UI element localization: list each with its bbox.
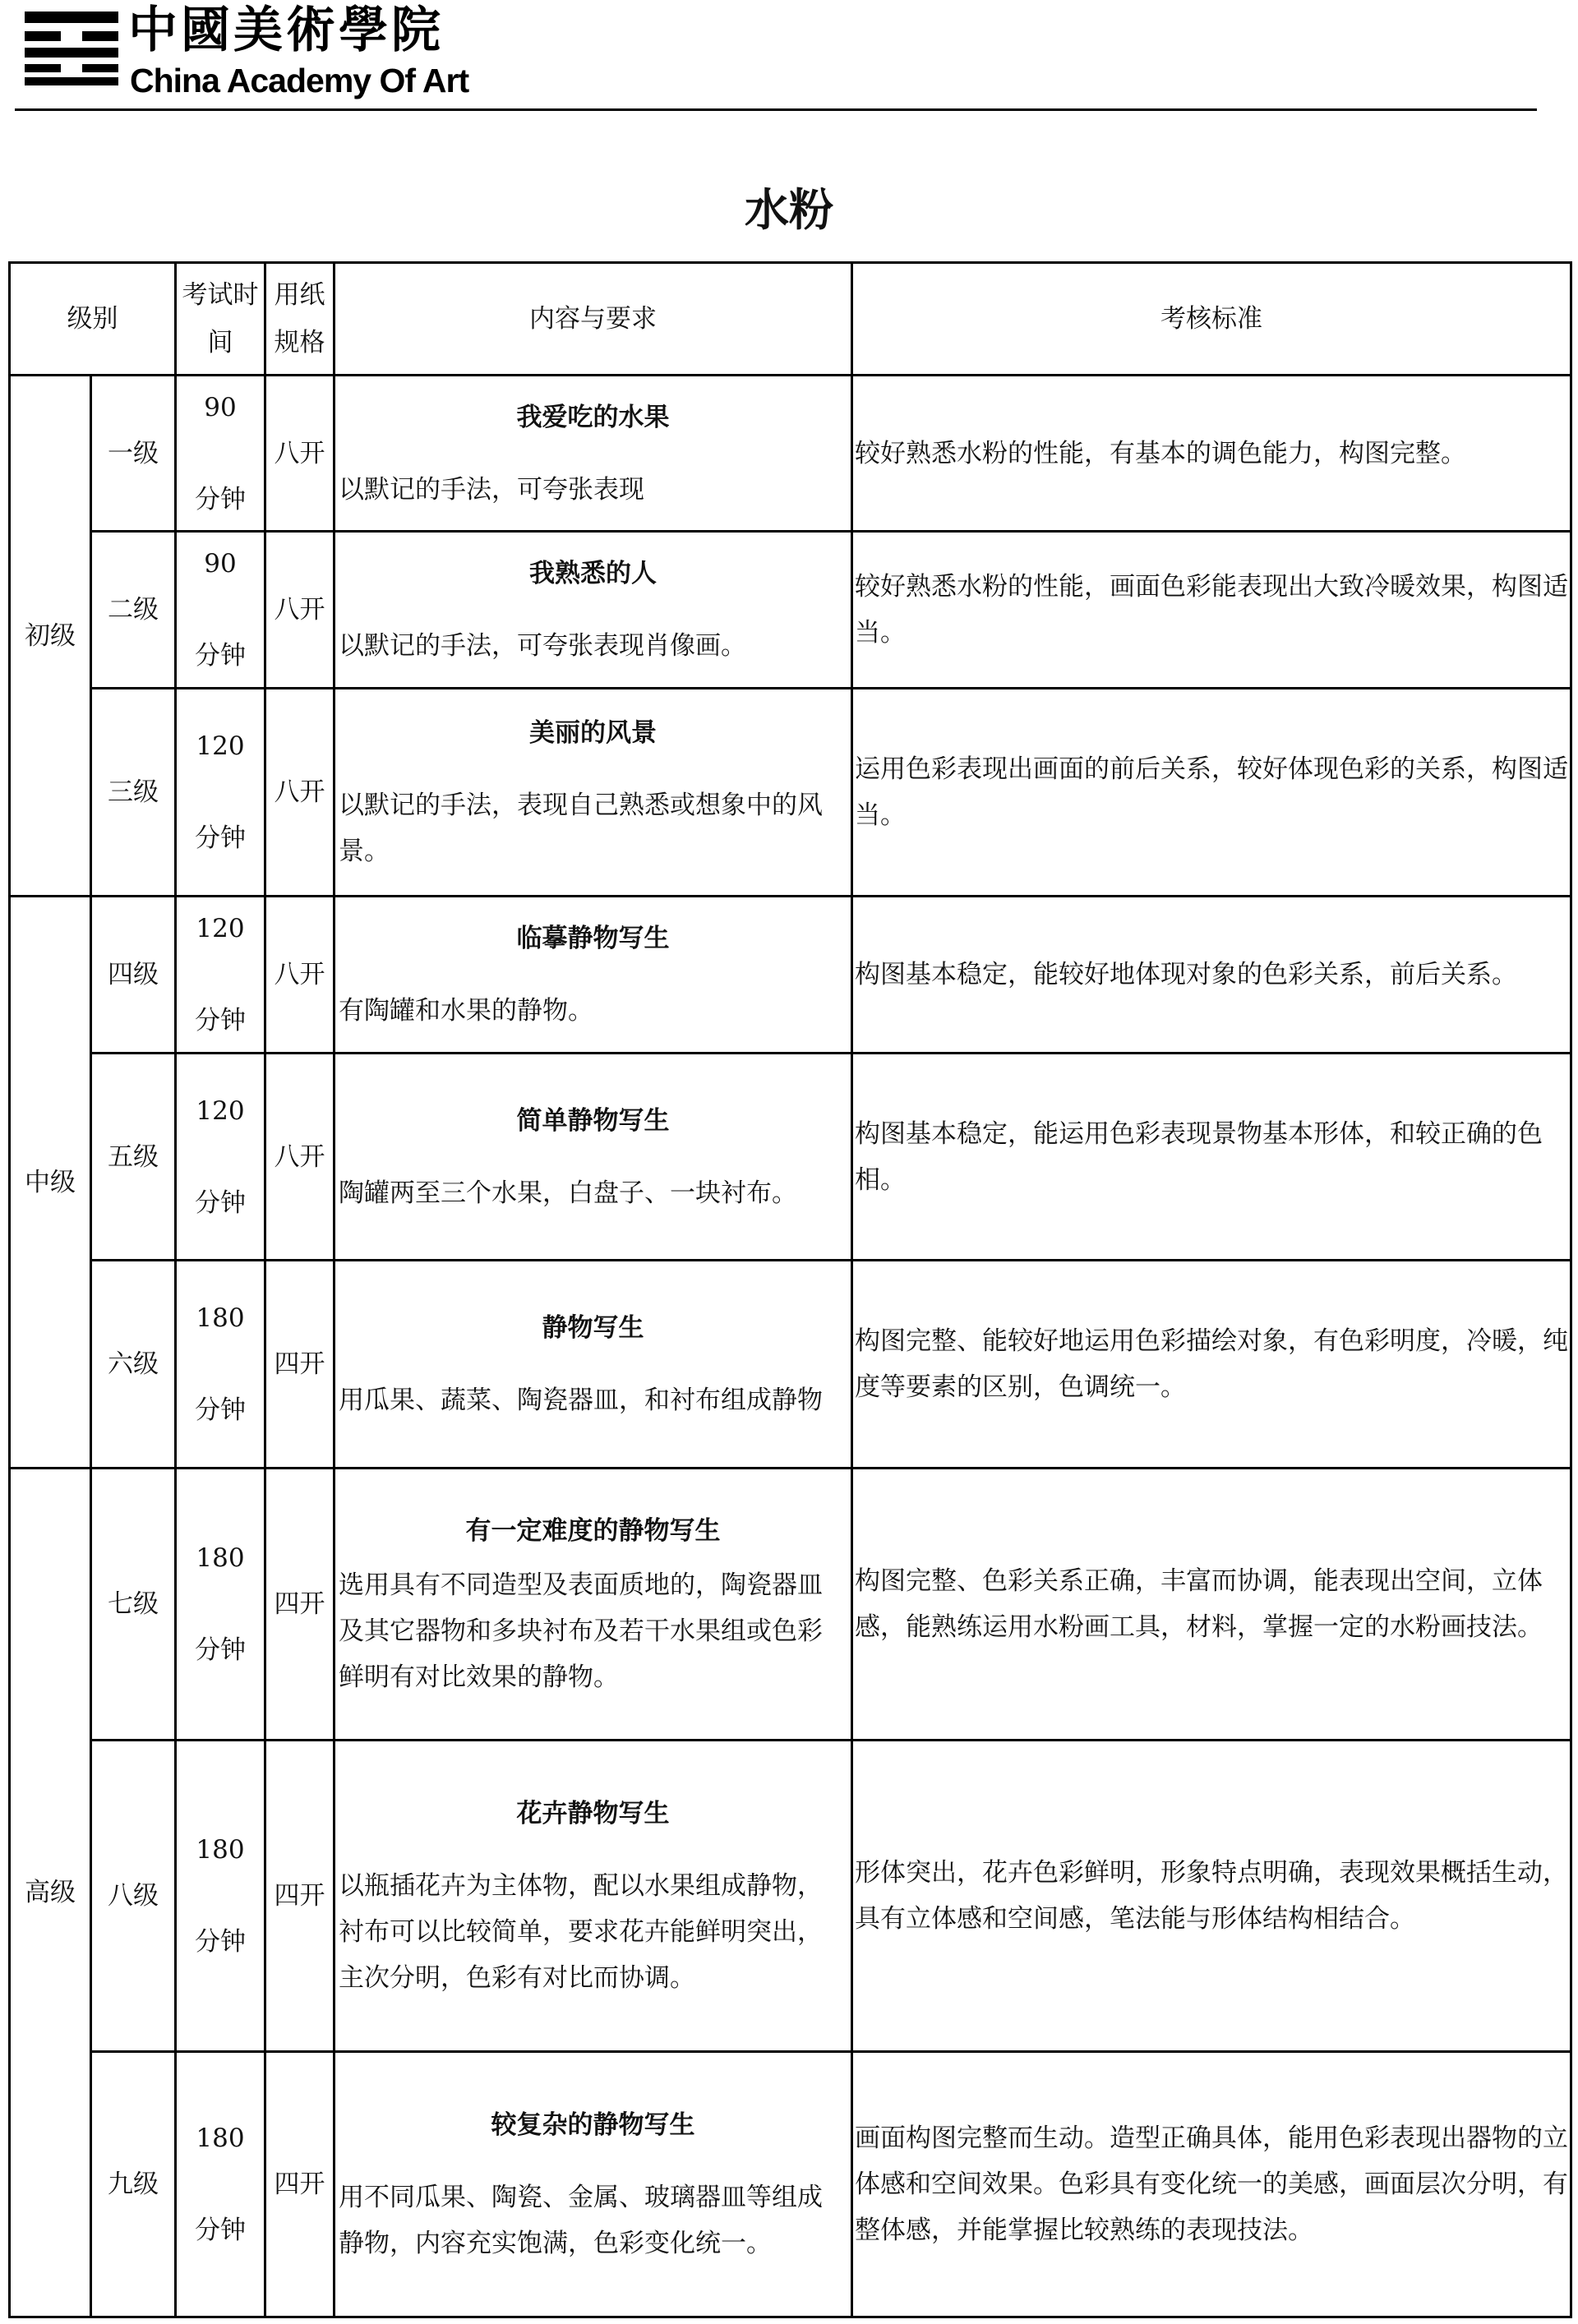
grade-cell: 八级 bbox=[91, 1741, 176, 2052]
standard-cell: 构图基本稳定，能较好地体现对象的色彩关系，前后关系。 bbox=[852, 897, 1571, 1054]
paper-cell: 八开 bbox=[265, 689, 335, 897]
logo-english-name: China Academy Of Art bbox=[130, 62, 469, 99]
table-row bbox=[10, 2052, 1571, 2317]
time-unit: 分钟 bbox=[195, 641, 246, 671]
standard-cell: 较好熟悉水粉的性能，画面色彩能表现出大致冷暖效果，构图适当。 bbox=[852, 532, 1571, 689]
standard-cell: 构图完整、能较好地运用色彩描绘对象，有色彩明度，冷暖，纯度等要素的区别，色调统一。 bbox=[852, 1261, 1571, 1469]
group-name: 中级 bbox=[25, 1167, 76, 1197]
table-row bbox=[10, 1469, 1571, 1741]
table-row bbox=[10, 1261, 1571, 1469]
content-title: 我熟悉的人 bbox=[529, 559, 657, 588]
table-header-row bbox=[10, 263, 1571, 376]
time-value: 120 bbox=[196, 1095, 245, 1126]
content-requirement: 选用具有不同造型及表面质地的，陶瓷器皿及其它器物和多块衬布及若干水果组或色彩鲜明有对比效果的静物。 bbox=[339, 1570, 823, 1692]
paper-cell: 八开 bbox=[265, 1054, 335, 1261]
header-divider bbox=[15, 108, 1537, 111]
content-requirement: 有陶罐和水果的静物。 bbox=[339, 996, 593, 1026]
content-requirement: 以默记的手法，可夸张表现肖像画。 bbox=[339, 631, 746, 661]
time-value: 180 bbox=[196, 2123, 245, 2153]
time-unit: 分钟 bbox=[195, 1927, 246, 1957]
table-row bbox=[10, 897, 1571, 1054]
time-unit: 分钟 bbox=[195, 1635, 246, 1665]
time-cell bbox=[176, 897, 265, 1054]
time-value: 120 bbox=[196, 914, 245, 943]
header-paper: 用纸规格 bbox=[265, 263, 335, 376]
paper-cell: 八开 bbox=[265, 532, 335, 689]
content-cell bbox=[335, 2052, 852, 2317]
content-requirement: 陶罐两至三个水果，白盘子、一块衬布。 bbox=[339, 1178, 797, 1208]
standard-cell: 运用色彩表现出画面的前后关系，较好体现色彩的关系，构图适当。 bbox=[852, 689, 1571, 897]
standard-cell: 较好熟悉水粉的性能，有基本的调色能力，构图完整。 bbox=[852, 376, 1571, 532]
paper-cell: 八开 bbox=[265, 897, 335, 1054]
grade-cell: 四级 bbox=[91, 897, 176, 1054]
table-row bbox=[10, 689, 1571, 897]
time-cell bbox=[176, 1741, 265, 2052]
content-requirement: 以默记的手法，可夸张表现 bbox=[339, 474, 644, 505]
time-cell bbox=[176, 2052, 265, 2317]
table-row bbox=[10, 1741, 1571, 2052]
page-title: 水粉 bbox=[745, 183, 833, 236]
paper-cell: 八开 bbox=[265, 376, 335, 532]
grade-cell: 六级 bbox=[91, 1261, 176, 1469]
content-cell bbox=[335, 689, 852, 897]
standard-cell: 画面构图完整而生动。造型正确具体，能用色彩表现出器物的立体感和空间效果。色彩具有变化统一的美感，画面层次分明，有整体感，并能掌握比较熟练的表现技法。 bbox=[852, 2052, 1571, 2317]
group-intermediate bbox=[10, 897, 91, 1469]
time-unit: 分钟 bbox=[195, 2216, 246, 2245]
grade-cell: 三级 bbox=[91, 689, 176, 897]
content-cell bbox=[335, 897, 852, 1054]
time-cell bbox=[176, 689, 265, 897]
paper-cell: 四开 bbox=[265, 1741, 335, 2052]
time-cell bbox=[176, 1261, 265, 1469]
logo-chinese-name: 中國美術學院 bbox=[128, 2, 444, 59]
time-unit: 分钟 bbox=[195, 823, 246, 853]
content-title: 我爱吃的水果 bbox=[516, 402, 670, 432]
group-beginner bbox=[10, 376, 91, 897]
content-title: 花卉静物写生 bbox=[516, 1799, 670, 1828]
paper-cell: 四开 bbox=[265, 2052, 335, 2317]
time-cell bbox=[176, 1054, 265, 1261]
content-requirement: 以瓶插花卉为主体物，配以水果组成静物，衬布可以比较简单，要求花卉能鲜明突出，主次分明，色彩有对比而协调。 bbox=[339, 1871, 823, 1993]
content-cell bbox=[335, 1741, 852, 2052]
grade-cell: 二级 bbox=[91, 532, 176, 689]
paper-cell: 四开 bbox=[265, 1469, 335, 1741]
time-unit: 分钟 bbox=[195, 1187, 246, 1218]
time-unit: 分钟 bbox=[195, 1395, 246, 1425]
time-value: 120 bbox=[196, 731, 245, 761]
table-row bbox=[10, 532, 1571, 689]
group-name: 初级 bbox=[25, 620, 76, 651]
time-cell bbox=[176, 532, 265, 689]
time-unit: 分钟 bbox=[195, 1006, 246, 1035]
content-title: 较复杂的静物写生 bbox=[491, 2110, 695, 2140]
content-title: 美丽的风景 bbox=[529, 718, 657, 748]
logo-mark bbox=[23, 12, 120, 85]
time-value: 180 bbox=[196, 1303, 245, 1333]
grade-cell: 一级 bbox=[91, 376, 176, 532]
exam-table bbox=[8, 261, 1572, 2318]
content-title: 静物写生 bbox=[542, 1313, 644, 1343]
table-row bbox=[10, 376, 1571, 532]
content-requirement: 用瓜果、蔬菜、陶瓷器皿，和衬布组成静物 bbox=[339, 1386, 823, 1415]
time-cell bbox=[176, 376, 265, 532]
standard-cell: 构图基本稳定，能运用色彩表现景物基本形体，和较正确的色相。 bbox=[852, 1054, 1571, 1261]
table-row bbox=[10, 1054, 1571, 1261]
page-header bbox=[0, 0, 1578, 115]
time-value: 180 bbox=[196, 1543, 245, 1573]
content-cell bbox=[335, 376, 852, 532]
content-cell bbox=[335, 1054, 852, 1261]
time-value: 90 bbox=[204, 392, 237, 422]
content-title: 简单静物写生 bbox=[516, 1105, 670, 1136]
header-content: 内容与要求 bbox=[335, 263, 852, 376]
grade-cell: 九级 bbox=[91, 2052, 176, 2317]
header-level: 级别 bbox=[10, 263, 176, 376]
time-value: 90 bbox=[204, 549, 237, 579]
header-standard: 考核标准 bbox=[852, 263, 1571, 376]
academy-logo-icon bbox=[23, 12, 120, 85]
time-cell bbox=[176, 1469, 265, 1741]
grade-cell: 七级 bbox=[91, 1469, 176, 1741]
standard-cell: 构图完整、色彩关系正确，丰富而协调，能表现出空间，立体感，能熟练运用水粉画工具，材料，掌握一定的水粉画技法。 bbox=[852, 1469, 1571, 1741]
header-time: 考试时间 bbox=[176, 263, 265, 376]
time-value: 180 bbox=[196, 1835, 245, 1865]
content-title: 临摹静物写生 bbox=[516, 924, 670, 953]
content-cell bbox=[335, 1469, 852, 1741]
content-requirement: 用不同瓜果、陶瓷、金属、玻璃器皿等组成静物，内容充实饱满，色彩变化统一。 bbox=[339, 2183, 823, 2258]
group-advanced bbox=[10, 1469, 91, 2317]
grade-cell: 五级 bbox=[91, 1054, 176, 1261]
content-title: 有一定难度的静物写生 bbox=[465, 1516, 721, 1546]
group-name: 高级 bbox=[25, 1878, 76, 1907]
content-cell bbox=[335, 1261, 852, 1469]
time-unit: 分钟 bbox=[195, 484, 246, 514]
standard-cell: 形体突出，花卉色彩鲜明，形象特点明确，表现效果概括生动，具有立体感和空间感，笔法能与形体结构相结合。 bbox=[852, 1741, 1571, 2052]
content-requirement: 以默记的手法，表现自己熟悉或想象中的风景。 bbox=[339, 791, 823, 866]
paper-cell: 四开 bbox=[265, 1261, 335, 1469]
content-cell bbox=[335, 532, 852, 689]
